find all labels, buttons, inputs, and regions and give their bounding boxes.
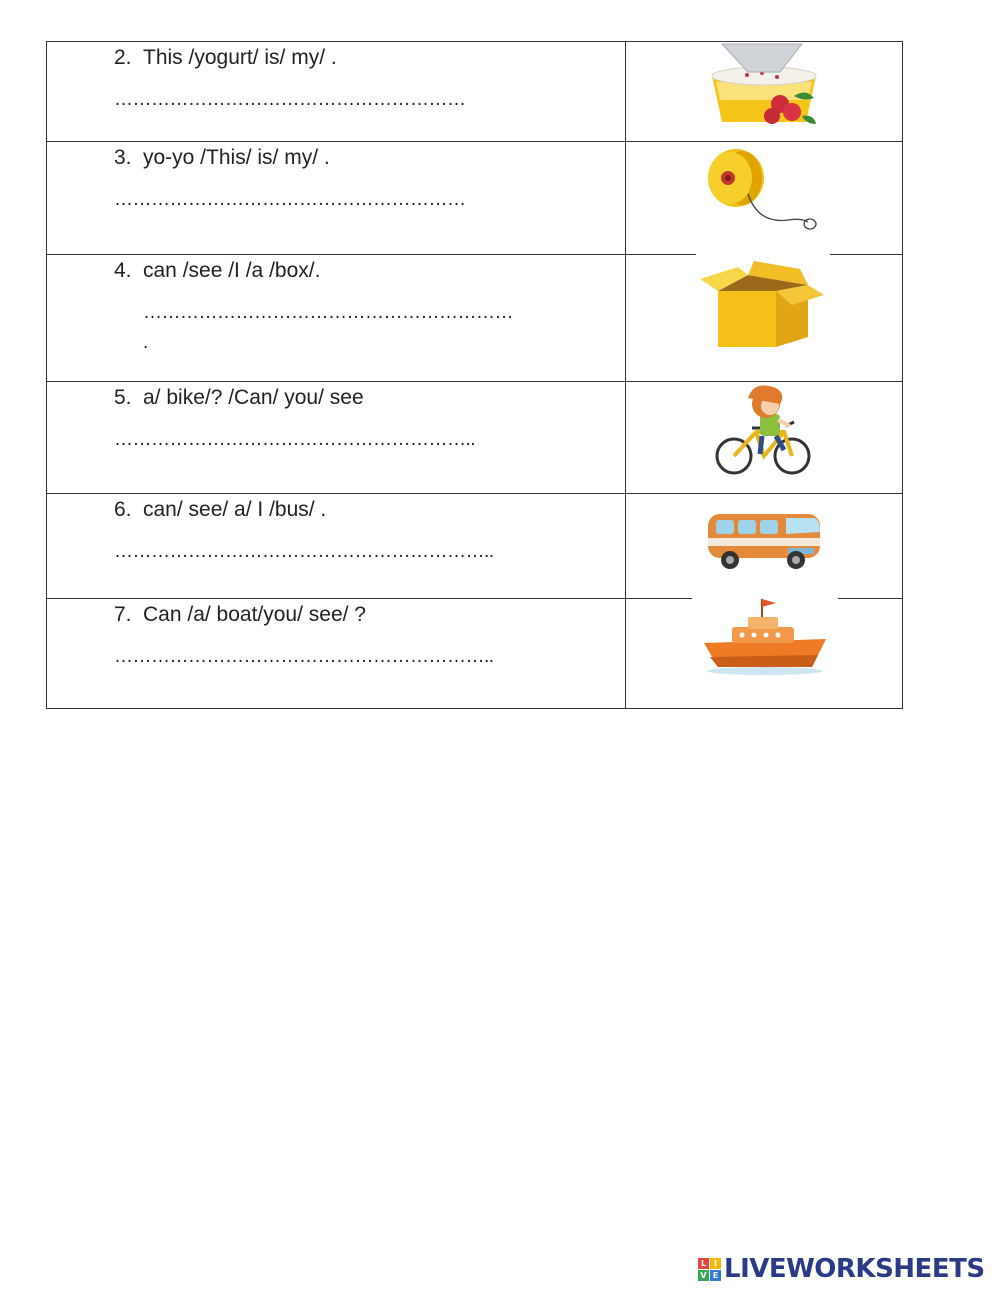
table-row [47,494,903,599]
question-cell [47,142,626,255]
scrambled-sentence: can/ see/ a/ I /bus/ . [143,498,327,521]
question-cell [47,599,626,709]
yogurt-icon [702,42,826,128]
bus-icon [704,508,824,572]
item-number: 7. [114,603,132,626]
boat-icon [692,591,838,681]
item-number: 5. [114,386,132,409]
picture-cell [626,494,903,599]
table-row [47,142,903,255]
answer-line[interactable]: ………………………………………………….. [114,429,476,450]
liveworksheets-logo-icon: L I V E [698,1258,721,1281]
table-row [47,255,903,382]
liveworksheets-logo [698,1254,985,1284]
scrambled-sentence: This /yogurt/ is/ my/ . [143,46,337,69]
picture-cell [626,599,903,709]
scrambled-sentence: yo-yo /This/ is/ my/ . [143,146,330,169]
question-cell [47,255,626,382]
table-row [47,382,903,494]
picture-cell [626,42,903,142]
question-cell [47,382,626,494]
picture-cell [626,255,903,382]
table-row [47,42,903,142]
scrambled-sentence: a/ bike/? /Can/ you/ see [143,386,364,409]
picture-cell [626,142,903,255]
scrambled-sentence: can /see /I /a /box/. [143,259,321,282]
question-cell [47,494,626,599]
question-cell [47,42,626,142]
answer-line[interactable]: …………………………………………………….. [114,646,494,667]
answer-line[interactable]: …………………………………………………… [143,302,513,323]
scrambled-sentence: Can /a/ boat/you/ see/ ? [143,603,366,626]
answer-line[interactable]: ………………………………………………… [114,89,466,110]
exercise-table [46,41,903,709]
logo-text: LIVEWORKSHEETS [724,1254,985,1284]
answer-line[interactable]: ………………………………………………… [114,189,466,210]
item-number: 3. [114,146,132,169]
item-number: 2. [114,46,132,69]
box-icon [696,251,830,351]
item-number: 4. [114,259,132,282]
table-row [47,599,903,709]
yo-yo-icon [702,144,826,240]
item-number: 6. [114,498,132,521]
girl-on-bike-icon [700,382,828,478]
answer-line[interactable]: …………………………………………………….. [114,541,494,562]
answer-line-end: . [143,332,149,353]
picture-cell [626,382,903,494]
